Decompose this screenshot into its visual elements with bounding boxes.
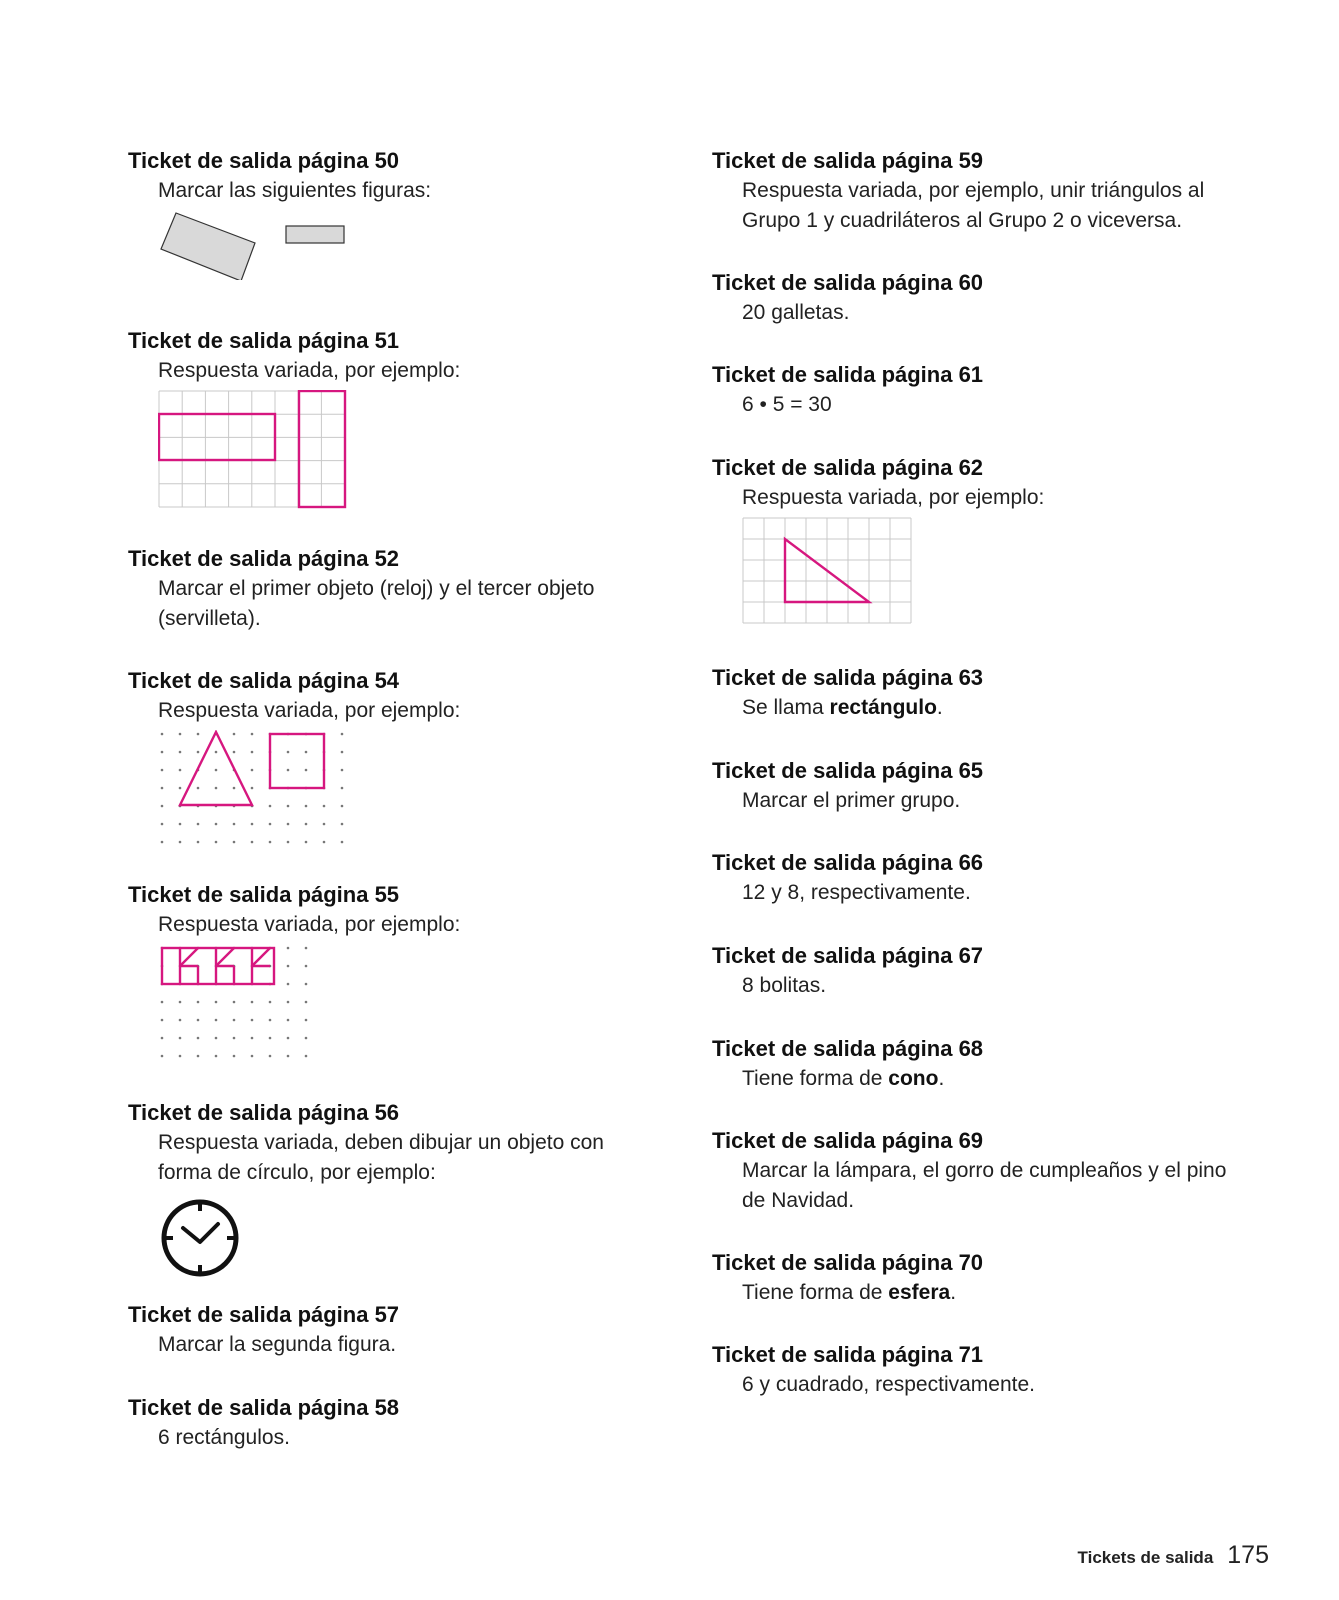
grid-dot	[251, 1037, 254, 1040]
entry-body: Respuesta variada, por ejemplo:	[158, 359, 461, 382]
entry-body-line: Marcar la lámpara, el gorro de cumpleaños y el pino	[742, 1159, 1227, 1182]
entry-page-63	[712, 663, 1272, 723]
entry-heading: Ticket de salida página 55	[128, 882, 400, 907]
answer-triangle	[180, 732, 252, 805]
grid-dot	[251, 1001, 254, 1004]
grid-dot	[233, 841, 236, 844]
entry-page-71	[712, 1340, 1272, 1400]
entry-body: Respuesta variada, por ejemplo:	[158, 913, 461, 936]
grid-dot	[233, 1001, 236, 1004]
entry-page-50	[128, 146, 648, 280]
grid-dot	[161, 841, 164, 844]
grid-dot	[341, 769, 344, 772]
entry-heading: Ticket de salida página 50	[128, 148, 400, 173]
grid-dot	[179, 1055, 182, 1058]
grid-dot	[251, 1055, 254, 1058]
body-text: .	[938, 1067, 945, 1090]
grid-dot	[233, 1019, 236, 1022]
grid-dot	[197, 751, 200, 754]
entry-page-61	[712, 360, 1272, 420]
dot-grid-figure-55	[158, 944, 328, 1064]
grid-dot	[251, 769, 254, 772]
grid-dot	[305, 983, 308, 986]
grid-dot	[251, 841, 254, 844]
entry-heading: Ticket de salida página 71	[712, 1342, 984, 1367]
grid-dot	[179, 1001, 182, 1004]
grid-dot	[161, 805, 164, 808]
entry-page-70	[712, 1248, 1272, 1308]
grid-dot	[161, 1001, 164, 1004]
grid-dot	[161, 1019, 164, 1022]
grid-dot	[179, 1019, 182, 1022]
grid-dot	[179, 841, 182, 844]
grid-dot	[341, 751, 344, 754]
grid-dot	[287, 805, 290, 808]
entry-heading: Ticket de salida página 63	[712, 665, 984, 690]
entry-page-60	[712, 268, 1272, 328]
grid-dot	[305, 1001, 308, 1004]
entry-body: Marcar las siguientes figuras:	[158, 179, 432, 202]
entry-heading: Ticket de salida página 58	[128, 1395, 400, 1420]
grid-dot	[287, 769, 290, 772]
entry-heading: Ticket de salida página 59	[712, 148, 984, 173]
grid-dot	[215, 1037, 218, 1040]
grid-dot	[215, 823, 218, 826]
grid-dot	[215, 1001, 218, 1004]
grid-dot	[233, 733, 236, 736]
entry-body-line: Respuesta variada, por ejemplo, unir triángulos al	[742, 179, 1205, 202]
grid-dot	[341, 841, 344, 844]
grid-dot	[197, 841, 200, 844]
entry-body: 6 rectángulos.	[158, 1426, 290, 1449]
answer-line	[180, 948, 198, 966]
grid-dot	[197, 733, 200, 736]
grid-dot	[179, 1037, 182, 1040]
grid-dot	[287, 1037, 290, 1040]
grid-dot	[341, 805, 344, 808]
grid-dot	[269, 1001, 272, 1004]
grid-dot	[341, 733, 344, 736]
grid-dot	[179, 733, 182, 736]
grid-dot	[215, 841, 218, 844]
entry-page-51	[128, 326, 648, 512]
grid-dot	[287, 965, 290, 968]
clock-icon	[158, 1196, 242, 1280]
entry-body-line: Respuesta variada, deben dibujar un objeto con	[158, 1131, 604, 1154]
grid-dot	[197, 787, 200, 790]
entry-heading: Ticket de salida página 52	[128, 546, 400, 571]
body-bold-term: rectángulo	[829, 696, 937, 719]
entry-page-56	[128, 1098, 648, 1280]
grid-dot	[341, 787, 344, 790]
grid-dot	[251, 751, 254, 754]
grid-dot	[251, 787, 254, 790]
entry-body-line: Marcar el primer objeto (reloj) y el tercer objeto	[158, 577, 595, 600]
body-text: Tiene forma de	[742, 1067, 889, 1090]
grid-dot	[269, 841, 272, 844]
entry-heading: Ticket de salida página 68	[712, 1036, 984, 1061]
grid-figure-62	[742, 517, 914, 625]
answer-line	[216, 948, 234, 966]
grid-dot	[287, 823, 290, 826]
grid-dot	[233, 787, 236, 790]
grid-dot	[251, 733, 254, 736]
footer-section-label: Tickets de salida	[1077, 1548, 1214, 1567]
grid-dot	[233, 751, 236, 754]
entry-body	[742, 1278, 1272, 1308]
entry-body-line: forma de círculo, por ejemplo:	[158, 1161, 436, 1184]
entry-page-69	[712, 1126, 1272, 1216]
grid-dot	[287, 947, 290, 950]
grid-dot	[251, 1019, 254, 1022]
grid-dot	[305, 1019, 308, 1022]
body-bold-term: cono	[888, 1067, 939, 1090]
grid-dot	[215, 787, 218, 790]
entry-body: Respuesta variada, por ejemplo:	[158, 699, 461, 722]
entry-page-52	[128, 544, 648, 634]
entry-heading: Ticket de salida página 66	[712, 850, 984, 875]
grid-dot	[305, 965, 308, 968]
grid-dot	[323, 841, 326, 844]
body-text: Tiene forma de	[742, 1281, 889, 1304]
entry-page-62	[712, 453, 1272, 625]
entry-page-67	[712, 941, 1272, 1001]
entry-heading: Ticket de salida página 67	[712, 943, 984, 968]
grid-dot	[269, 823, 272, 826]
grid-dot	[269, 1037, 272, 1040]
entry-body: 6 • 5 = 30	[742, 393, 832, 416]
entry-page-57	[128, 1300, 648, 1360]
grid-dot	[161, 769, 164, 772]
grid-dot	[161, 751, 164, 754]
entry-body: 20 galletas.	[742, 301, 850, 324]
body-text: Se llama	[742, 696, 830, 719]
page-footer	[1078, 1541, 1269, 1570]
entry-body: Marcar el primer grupo.	[742, 789, 961, 812]
grid-dot	[269, 805, 272, 808]
grid-dot	[269, 1019, 272, 1022]
figure-shapes-50	[158, 210, 358, 280]
grid-dot	[161, 1037, 164, 1040]
grid-dot	[215, 1055, 218, 1058]
grid-dot	[341, 823, 344, 826]
entry-heading: Ticket de salida página 65	[712, 758, 984, 783]
body-bold-term: esfera	[888, 1281, 951, 1304]
entry-heading: Ticket de salida página 56	[128, 1100, 400, 1125]
grid-dot	[161, 733, 164, 736]
grid-dot	[287, 983, 290, 986]
body-text: .	[936, 696, 943, 719]
page-number: 175	[1227, 1541, 1269, 1569]
entry-heading: Ticket de salida página 51	[128, 328, 400, 353]
grid-dot	[233, 823, 236, 826]
dot-grid-figure-54	[158, 730, 358, 848]
answer-rectangle	[299, 391, 345, 507]
grid-dot	[287, 841, 290, 844]
grid-dot	[233, 1055, 236, 1058]
entry-heading: Ticket de salida página 60	[712, 270, 984, 295]
grid-dot	[251, 823, 254, 826]
entry-body-line: de Navidad.	[742, 1189, 855, 1212]
grid-figure-51	[158, 390, 358, 512]
grid-dot	[305, 1055, 308, 1058]
grid-dot	[197, 1019, 200, 1022]
entry-page-58	[128, 1393, 648, 1453]
grid-dot	[179, 751, 182, 754]
entry-body: 8 bolitas.	[742, 974, 827, 997]
grid-dot	[197, 1037, 200, 1040]
grid-dot	[287, 1055, 290, 1058]
entry-page-68	[712, 1034, 1272, 1094]
grid-dot	[305, 823, 308, 826]
grid-dot	[305, 805, 308, 808]
small-rectangle	[286, 226, 344, 243]
grid-dot	[197, 1055, 200, 1058]
entry-page-65	[712, 756, 1272, 816]
grid-dot	[305, 947, 308, 950]
answer-square	[270, 734, 324, 788]
grid-dot	[197, 1001, 200, 1004]
grid-dot	[305, 1037, 308, 1040]
entry-heading: Ticket de salida página 69	[712, 1128, 984, 1153]
entry-body-line: (servilleta).	[158, 607, 261, 630]
entry-body: Respuesta variada, por ejemplo:	[742, 486, 1045, 509]
grid-dot	[305, 751, 308, 754]
grid-dot	[305, 841, 308, 844]
entry-body: Marcar la segunda figura.	[158, 1333, 397, 1356]
entry-heading: Ticket de salida página 62	[712, 455, 984, 480]
grid-dot	[215, 769, 218, 772]
grid-dot	[215, 1019, 218, 1022]
grid-dot	[179, 787, 182, 790]
grid-dot	[179, 769, 182, 772]
entry-body	[742, 1064, 1272, 1094]
grid-dot	[287, 751, 290, 754]
grid-dot	[179, 823, 182, 826]
grid-dot	[323, 823, 326, 826]
answer-line	[252, 948, 270, 966]
grid-dot	[305, 769, 308, 772]
entry-heading: Ticket de salida página 54	[128, 668, 400, 693]
entry-page-66	[712, 848, 1272, 908]
entry-body-line: Grupo 1 y cuadriláteros al Grupo 2 o viceversa.	[742, 209, 1183, 232]
body-text: .	[950, 1281, 957, 1304]
grid-dot	[323, 805, 326, 808]
entry-heading: Ticket de salida página 57	[128, 1302, 400, 1327]
grid-dot	[161, 1055, 164, 1058]
tilted-rectangle	[161, 213, 255, 280]
entry-body: 6 y cuadrado, respectivamente.	[742, 1373, 1035, 1396]
grid-dot	[233, 1037, 236, 1040]
entry-heading: Ticket de salida página 70	[712, 1250, 984, 1275]
entry-page-59	[712, 146, 1272, 236]
entry-body	[742, 693, 1272, 723]
entry-heading: Ticket de salida página 61	[712, 362, 984, 387]
grid-dot	[197, 823, 200, 826]
entry-body: 12 y 8, respectivamente.	[742, 881, 971, 904]
entry-page-55	[128, 880, 648, 1064]
entry-page-54	[128, 666, 648, 848]
grid-dot	[161, 823, 164, 826]
grid-dot	[215, 751, 218, 754]
grid-dot	[161, 787, 164, 790]
grid-dot	[269, 1055, 272, 1058]
grid-dot	[287, 1001, 290, 1004]
grid-dot	[287, 1019, 290, 1022]
